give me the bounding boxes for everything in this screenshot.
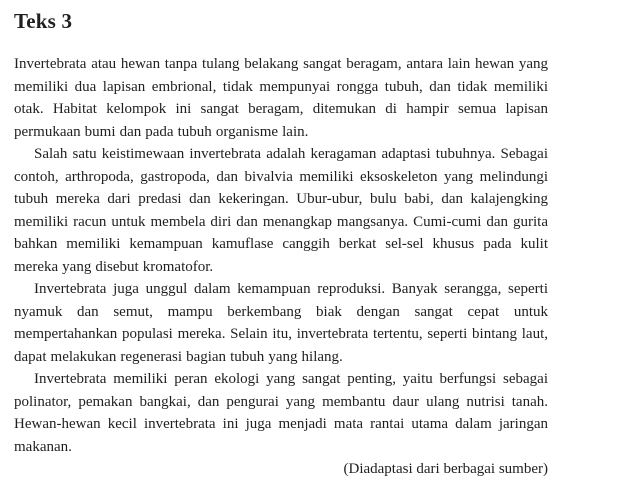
source-attribution: (Diadaptasi dari berbagai sumber) [343, 461, 548, 477]
document-body [14, 53, 548, 481]
paragraph-2: Salah satu keistimewaan invertebrata adalah keragaman adaptasi tubuhnya. Sebagai contoh, arthropoda, gastropoda, dan bivalvia memiliki eksoskeleton yang melindungi tubuh mereka dari predasi dan kekeringan. Ubur-ubur, bulu babi, dan kalajengking memiliki racun untuk membela diri dan menangkap mangsanya. Cumi-cumi dan gurita bahkan memiliki kemampuan kamuflase canggih berkat sel-sel khusus pada kulit mereka yang disebut kromatofor. [14, 146, 548, 275]
paragraph-4: Invertebrata memiliki peran ekologi yang sangat penting, yaitu berfungsi sebagai polinator, pemakan bangkai, dan pengurai yang membantu daur ulang nutrisi tanah. Hewan-hewan kecil invertebrata ini juga menjadi mata rantai utama dalam jaringan makanan. [14, 371, 548, 455]
paragraph-1: Invertebrata atau hewan tanpa tulang belakang sangat beragam, antara lain hewan yang memiliki dua lapisan embrional, tidak mempunyai rongga tubuh, dan tidak memiliki otak. Habitat kelompok ini sangat beragam, ditemukan di hampir semua lapisan permukaan bumi dan pada tubuh organisme lain. [14, 56, 548, 140]
document-title: Teks 3 [14, 9, 73, 33]
paragraph-3: Invertebrata juga unggul dalam kemampuan reproduksi. Banyak serangga, seperti nyamuk dan semut, mampu berkembang biak dengan sangat cepat untuk mempertahankan populasi mereka. Selain itu, invertebrata tertentu, seperti bintang laut, dapat melakukan regenerasi bagian tubuh yang hilang. [14, 281, 548, 365]
